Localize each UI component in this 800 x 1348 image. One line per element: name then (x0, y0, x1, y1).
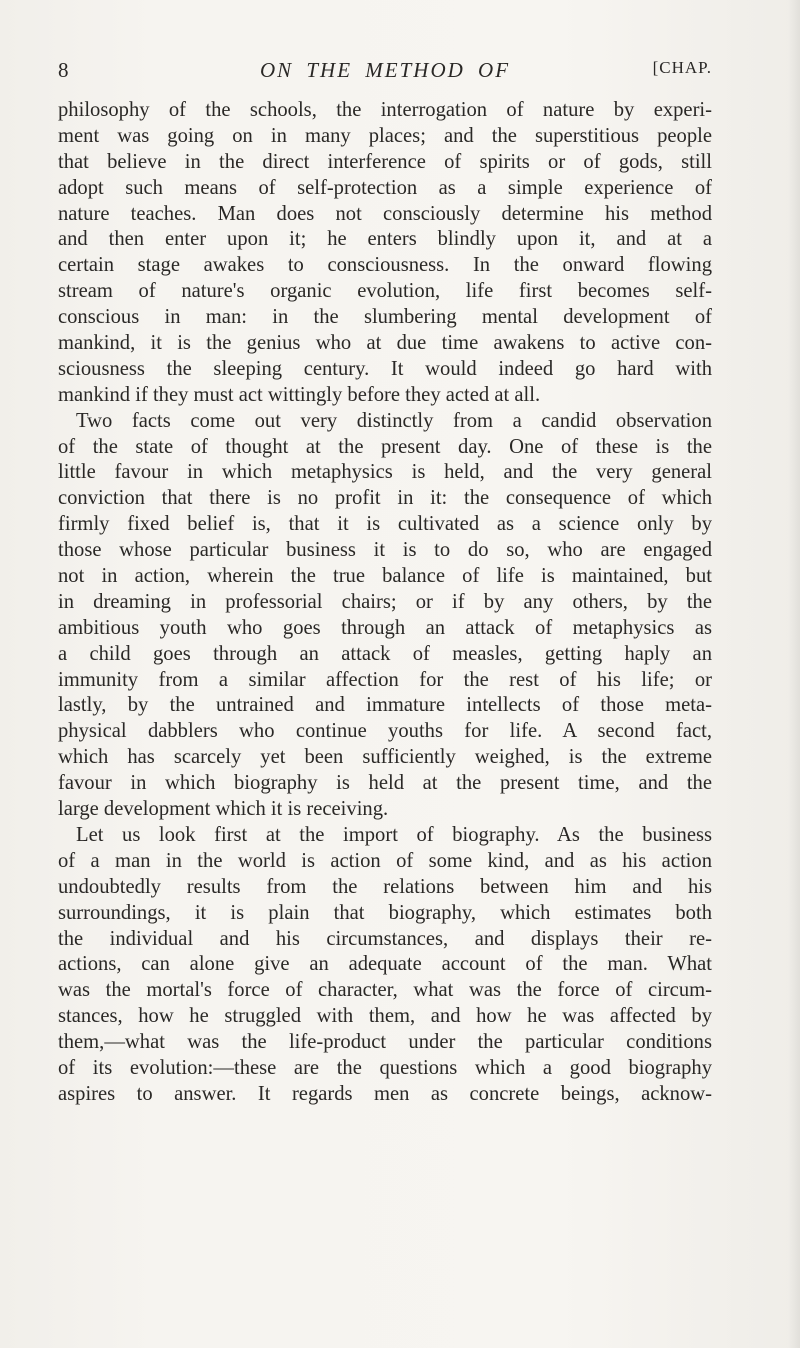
text-line: certain stage awakes to consciousness. In the onward flowing (58, 254, 712, 277)
text-line: was the mortal's force of character, what was the force of circum- (58, 979, 712, 1002)
text-line: mankind, it is the genius who at due time awakens to active con- (58, 332, 712, 355)
body-text (58, 98, 712, 1108)
text-line: immunity from a similar affection for the rest of his life; or (58, 668, 712, 691)
text-line: mankind if they must act wittingly before they acted at all. (58, 383, 541, 406)
text-line: nature teaches. Man does not consciously determine his method (58, 202, 712, 225)
text-line: little favour in which metaphysics is held, and the very general (58, 461, 712, 484)
text-line: physical dabblers who continue youths for life. A second fact, (58, 720, 712, 743)
text-line: sciousness the sleeping century. It would indeed go hard with (58, 357, 712, 380)
page-number: 8 (58, 58, 69, 82)
text-line: which has scarcely yet been sufficiently weighed, is the extreme (58, 746, 712, 769)
text-line: in dreaming in professorial chairs; or if by any others, by the (58, 590, 712, 613)
page-header (58, 58, 712, 88)
text-line: Two facts come out very distinctly from a candid observation (76, 409, 712, 432)
text-line: lastly, by the untrained and immature intellects of those meta- (58, 694, 712, 717)
text-line: of the state of thought at the present day. One of these is the (58, 435, 712, 458)
page-edge-shadow (788, 0, 800, 1348)
text-line: favour in which biography is held at the present time, and the (58, 772, 712, 795)
text-line: a child goes through an attack of measles, getting haply an (58, 642, 712, 665)
text-line: those whose particular business it is to do so, who are engaged (58, 539, 712, 562)
text-line: adopt such means of self-protection as a simple experience of (58, 176, 712, 199)
text-line: of its evolution:—these are the questions which a good biography (58, 1056, 712, 1079)
text-line: ment was going on in many places; and the superstitious people (58, 124, 712, 147)
text-line: not in action, wherein the true balance of life is maintained, but (58, 565, 712, 588)
text-line: firmly fixed belief is, that it is cultivated as a science only by (58, 513, 712, 536)
text-line: Let us look first at the import of biography. As the business (76, 823, 712, 846)
text-line: of a man in the world is action of some kind, and as his action (58, 849, 712, 872)
text-line: ambitious youth who goes through an attack of metaphysics as (58, 616, 712, 639)
text-line: aspires to answer. It regards men as concrete beings, acknow- (58, 1082, 712, 1105)
text-line: undoubtedly results from the relations between him and his (58, 875, 712, 898)
text-line: actions, can alone give an adequate account of the man. What (58, 953, 712, 976)
text-line: stream of nature's organic evolution, life first becomes self- (58, 280, 712, 303)
chapter-label: [CHAP. (652, 58, 712, 77)
text-line: large development which it is receiving. (58, 798, 389, 821)
text-line: and then enter upon it; he enters blindly upon it, and at a (58, 228, 712, 251)
text-line: surroundings, it is plain that biography, which estimates both (58, 901, 712, 924)
text-line: philosophy of the schools, the interrogation of nature by experi- (58, 99, 712, 121)
text-line: them,—what was the life-product under the particular conditions (58, 1031, 712, 1054)
running-title: ON THE METHOD OF (259, 58, 511, 82)
text-line: conscious in man: in the slumbering mental development of (58, 306, 712, 329)
text-line: the individual and his circumstances, and displays their re- (58, 927, 712, 950)
text-line: stances, how he struggled with them, and how he was affected by (58, 1005, 712, 1028)
text-line: that believe in the direct interference of spirits or of gods, still (58, 150, 712, 173)
text-line: conviction that there is no profit in it: the consequence of which (58, 487, 712, 510)
